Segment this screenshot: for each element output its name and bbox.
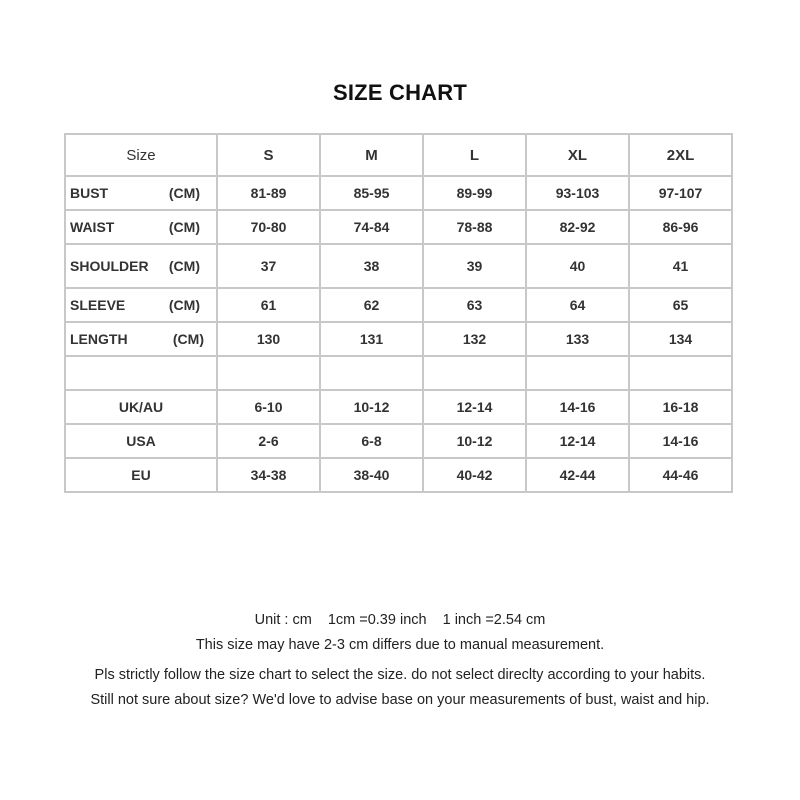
table-cell: 38-40 [320, 458, 423, 492]
measurement-note: This size may have 2-3 cm differs due to manual measurement. [195, 637, 605, 653]
table-cell: 78-88 [423, 210, 526, 244]
table-row-waist [65, 210, 732, 244]
table-cell: 130 [217, 322, 320, 356]
measure-unit: (CM) [168, 219, 200, 235]
measure-unit: (CM) [168, 185, 200, 201]
table-header-row [65, 134, 732, 176]
table-cell: 133 [526, 322, 629, 356]
table-cell-empty [65, 356, 217, 390]
table-cell: 41 [629, 244, 732, 288]
row-label-length [65, 322, 217, 356]
table-cell: 74-84 [320, 210, 423, 244]
conversion-cm: 1cm =0.39 inch [327, 612, 427, 628]
table-cell: 97-107 [629, 176, 732, 210]
table-cell: 70-80 [217, 210, 320, 244]
table-cell-empty [320, 356, 423, 390]
table-cell: 63 [423, 288, 526, 322]
table-row-ukau [65, 390, 732, 424]
row-label-usa: USA [65, 424, 217, 458]
table-cell: 14-16 [526, 390, 629, 424]
table-row-empty [65, 356, 732, 390]
table-row-shoulder [65, 244, 732, 288]
measure-unit: (CM) [172, 331, 204, 347]
row-label-eu: EU [65, 458, 217, 492]
table-cell: 6-8 [320, 424, 423, 458]
table-cell: 2-6 [217, 424, 320, 458]
table-cell-empty [423, 356, 526, 390]
advice-note: Still not sure about size? We'd love to advise base on your measurements of bust, waist and hip. [90, 692, 710, 708]
table-cell: 39 [423, 244, 526, 288]
table-cell: 62 [320, 288, 423, 322]
unit-label: Unit : cm [254, 612, 312, 628]
follow-chart-note: Pls strictly follow the size chart to select the size. do not select direclty according to your habits. [94, 667, 706, 683]
table-cell: 132 [423, 322, 526, 356]
table-row-sleeve [65, 288, 732, 322]
table-row-bust [65, 176, 732, 210]
table-cell: 89-99 [423, 176, 526, 210]
table-cell: 65 [629, 288, 732, 322]
header-xl: XL [526, 134, 629, 176]
table-cell: 12-14 [526, 424, 629, 458]
table-row-length [65, 322, 732, 356]
table-cell: 12-14 [423, 390, 526, 424]
table-cell: 131 [320, 322, 423, 356]
table-cell: 38 [320, 244, 423, 288]
row-label-sleeve [65, 288, 217, 322]
table-cell: 10-12 [320, 390, 423, 424]
table-cell: 14-16 [629, 424, 732, 458]
table-cell: 64 [526, 288, 629, 322]
table-cell-empty [629, 356, 732, 390]
conversion-inch: 1 inch =2.54 cm [442, 612, 546, 628]
table-cell: 16-18 [629, 390, 732, 424]
table-cell: 134 [629, 322, 732, 356]
table-cell: 81-89 [217, 176, 320, 210]
table-cell-empty [217, 356, 320, 390]
row-label-ukau: UK/AU [65, 390, 217, 424]
measure-name: WAIST [70, 219, 115, 235]
table-cell-empty [526, 356, 629, 390]
header-l: L [423, 134, 526, 176]
table-cell: 82-92 [526, 210, 629, 244]
size-table [64, 133, 733, 493]
table-cell: 40 [526, 244, 629, 288]
header-m: M [320, 134, 423, 176]
row-label-bust [65, 176, 217, 210]
measure-name: LENGTH [70, 331, 128, 347]
measure-name: BUST [70, 185, 109, 201]
table-cell: 37 [217, 244, 320, 288]
table-cell: 93-103 [526, 176, 629, 210]
header-2xl: 2XL [629, 134, 732, 176]
table-cell: 86-96 [629, 210, 732, 244]
measure-name: SHOULDER [70, 258, 149, 274]
row-label-waist [65, 210, 217, 244]
row-label-shoulder [65, 244, 217, 288]
measure-unit: (CM) [168, 258, 200, 274]
table-cell: 85-95 [320, 176, 423, 210]
header-size: Size [65, 134, 217, 176]
table-cell: 42-44 [526, 458, 629, 492]
table-row-usa [65, 424, 732, 458]
table-cell: 6-10 [217, 390, 320, 424]
table-cell: 10-12 [423, 424, 526, 458]
table-cell: 40-42 [423, 458, 526, 492]
unit-note [0, 612, 800, 628]
measure-unit: (CM) [168, 297, 200, 313]
header-s: S [217, 134, 320, 176]
page-title: SIZE CHART [333, 80, 467, 105]
table-cell: 61 [217, 288, 320, 322]
table-cell: 34-38 [217, 458, 320, 492]
measure-name: SLEEVE [70, 297, 126, 313]
table-row-eu [65, 458, 732, 492]
table-cell: 44-46 [629, 458, 732, 492]
